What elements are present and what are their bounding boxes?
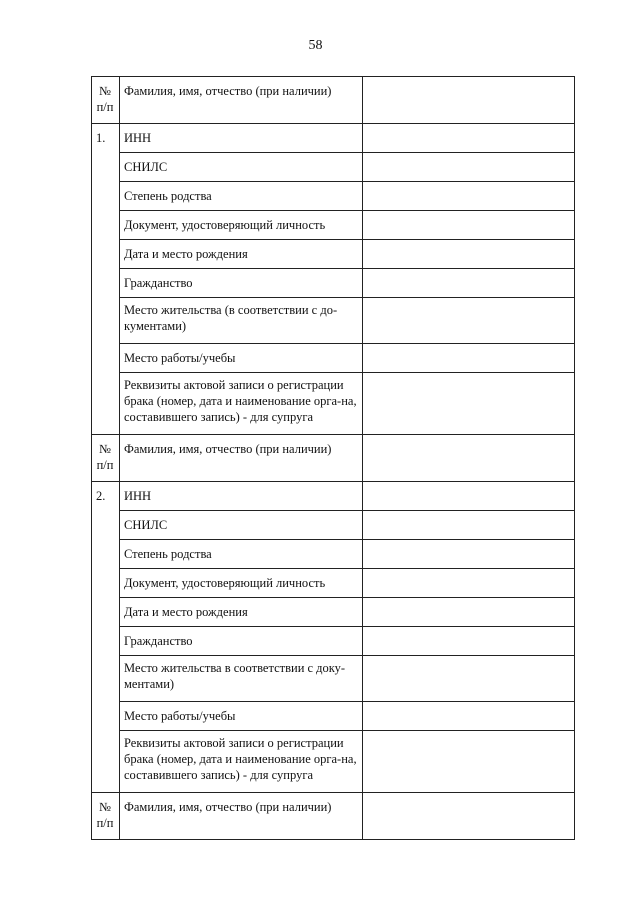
table-row [92, 540, 575, 569]
table-row [92, 182, 575, 211]
table-row [92, 124, 575, 153]
table-row [92, 656, 575, 702]
field-value-relationship[interactable] [363, 540, 575, 569]
field-value-identity-document[interactable] [363, 569, 575, 598]
full-name-header: Фамилия, имя, отчество (при наличии) [120, 435, 363, 482]
field-label-work-study: Место работы/учебы [120, 702, 363, 731]
field-label-identity-document: Документ, удостоверяющий личность [120, 569, 363, 598]
relatives-info-table [91, 76, 575, 840]
table-row [92, 298, 575, 344]
field-value-snils[interactable] [363, 153, 575, 182]
field-label-relationship: Степень родства [120, 182, 363, 211]
field-label-marriage-record: Реквизиты актовой записи о регистрации брака (номер, дата и наименование орга-на, составившего запись) - для супруга [120, 731, 363, 793]
field-label-citizenship: Гражданство [120, 627, 363, 656]
field-value-relationship[interactable] [363, 182, 575, 211]
field-value-inn[interactable] [363, 124, 575, 153]
field-label-snils: СНИЛС [120, 511, 363, 540]
table-row [92, 598, 575, 627]
table-row [92, 627, 575, 656]
table-header-row [92, 793, 575, 840]
field-label-work-study: Место работы/учебы [120, 344, 363, 373]
field-value-residence[interactable] [363, 298, 575, 344]
full-name-header: Фамилия, имя, отчество (при наличии) [120, 793, 363, 840]
field-label-residence: Место жительства (в соответствии с до-кументами) [120, 298, 363, 344]
field-label-marriage-record: Реквизиты актовой записи о регистрации брака (номер, дата и наименование орга-на, составившего запись) - для супруга [120, 373, 363, 435]
field-value-birth-date-place[interactable] [363, 240, 575, 269]
field-label-inn: ИНН [120, 482, 363, 511]
field-value-work-study[interactable] [363, 344, 575, 373]
row-number-header: № п/п [92, 77, 120, 124]
table-row [92, 269, 575, 298]
field-value-citizenship[interactable] [363, 269, 575, 298]
field-value-work-study[interactable] [363, 702, 575, 731]
field-value-citizenship[interactable] [363, 627, 575, 656]
field-label-birth-date-place: Дата и место рождения [120, 240, 363, 269]
table-header-row [92, 435, 575, 482]
table-row [92, 344, 575, 373]
field-label-identity-document: Документ, удостоверяющий личность [120, 211, 363, 240]
table-row [92, 482, 575, 511]
field-label-inn: ИНН [120, 124, 363, 153]
page-number: 58 [308, 38, 323, 53]
field-value-birth-date-place[interactable] [363, 598, 575, 627]
field-label-snils: СНИЛС [120, 153, 363, 182]
row-index-2: 2. [92, 482, 120, 793]
table-row [92, 240, 575, 269]
field-value-identity-document[interactable] [363, 211, 575, 240]
row-number-header: № п/п [92, 793, 120, 840]
table-header-row [92, 77, 575, 124]
field-label-birth-date-place: Дата и место рождения [120, 598, 363, 627]
field-value-inn[interactable] [363, 482, 575, 511]
table-row [92, 569, 575, 598]
full-name-value-cell[interactable] [363, 77, 575, 124]
table-row [92, 211, 575, 240]
row-index-1: 1. [92, 124, 120, 435]
field-label-residence: Место жительства в соответствии с доку-ментами) [120, 656, 363, 702]
field-value-marriage-record[interactable] [363, 373, 575, 435]
full-name-header: Фамилия, имя, отчество (при наличии) [120, 77, 363, 124]
table-row [92, 153, 575, 182]
full-name-value-cell[interactable] [363, 793, 575, 840]
table-row [92, 731, 575, 793]
field-value-snils[interactable] [363, 511, 575, 540]
row-number-header: № п/п [92, 435, 120, 482]
field-label-citizenship: Гражданство [120, 269, 363, 298]
field-label-relationship: Степень родства [120, 540, 363, 569]
field-value-residence[interactable] [363, 656, 575, 702]
table-row [92, 373, 575, 435]
full-name-value-cell[interactable] [363, 435, 575, 482]
table-row [92, 702, 575, 731]
field-value-marriage-record[interactable] [363, 731, 575, 793]
table-row [92, 511, 575, 540]
